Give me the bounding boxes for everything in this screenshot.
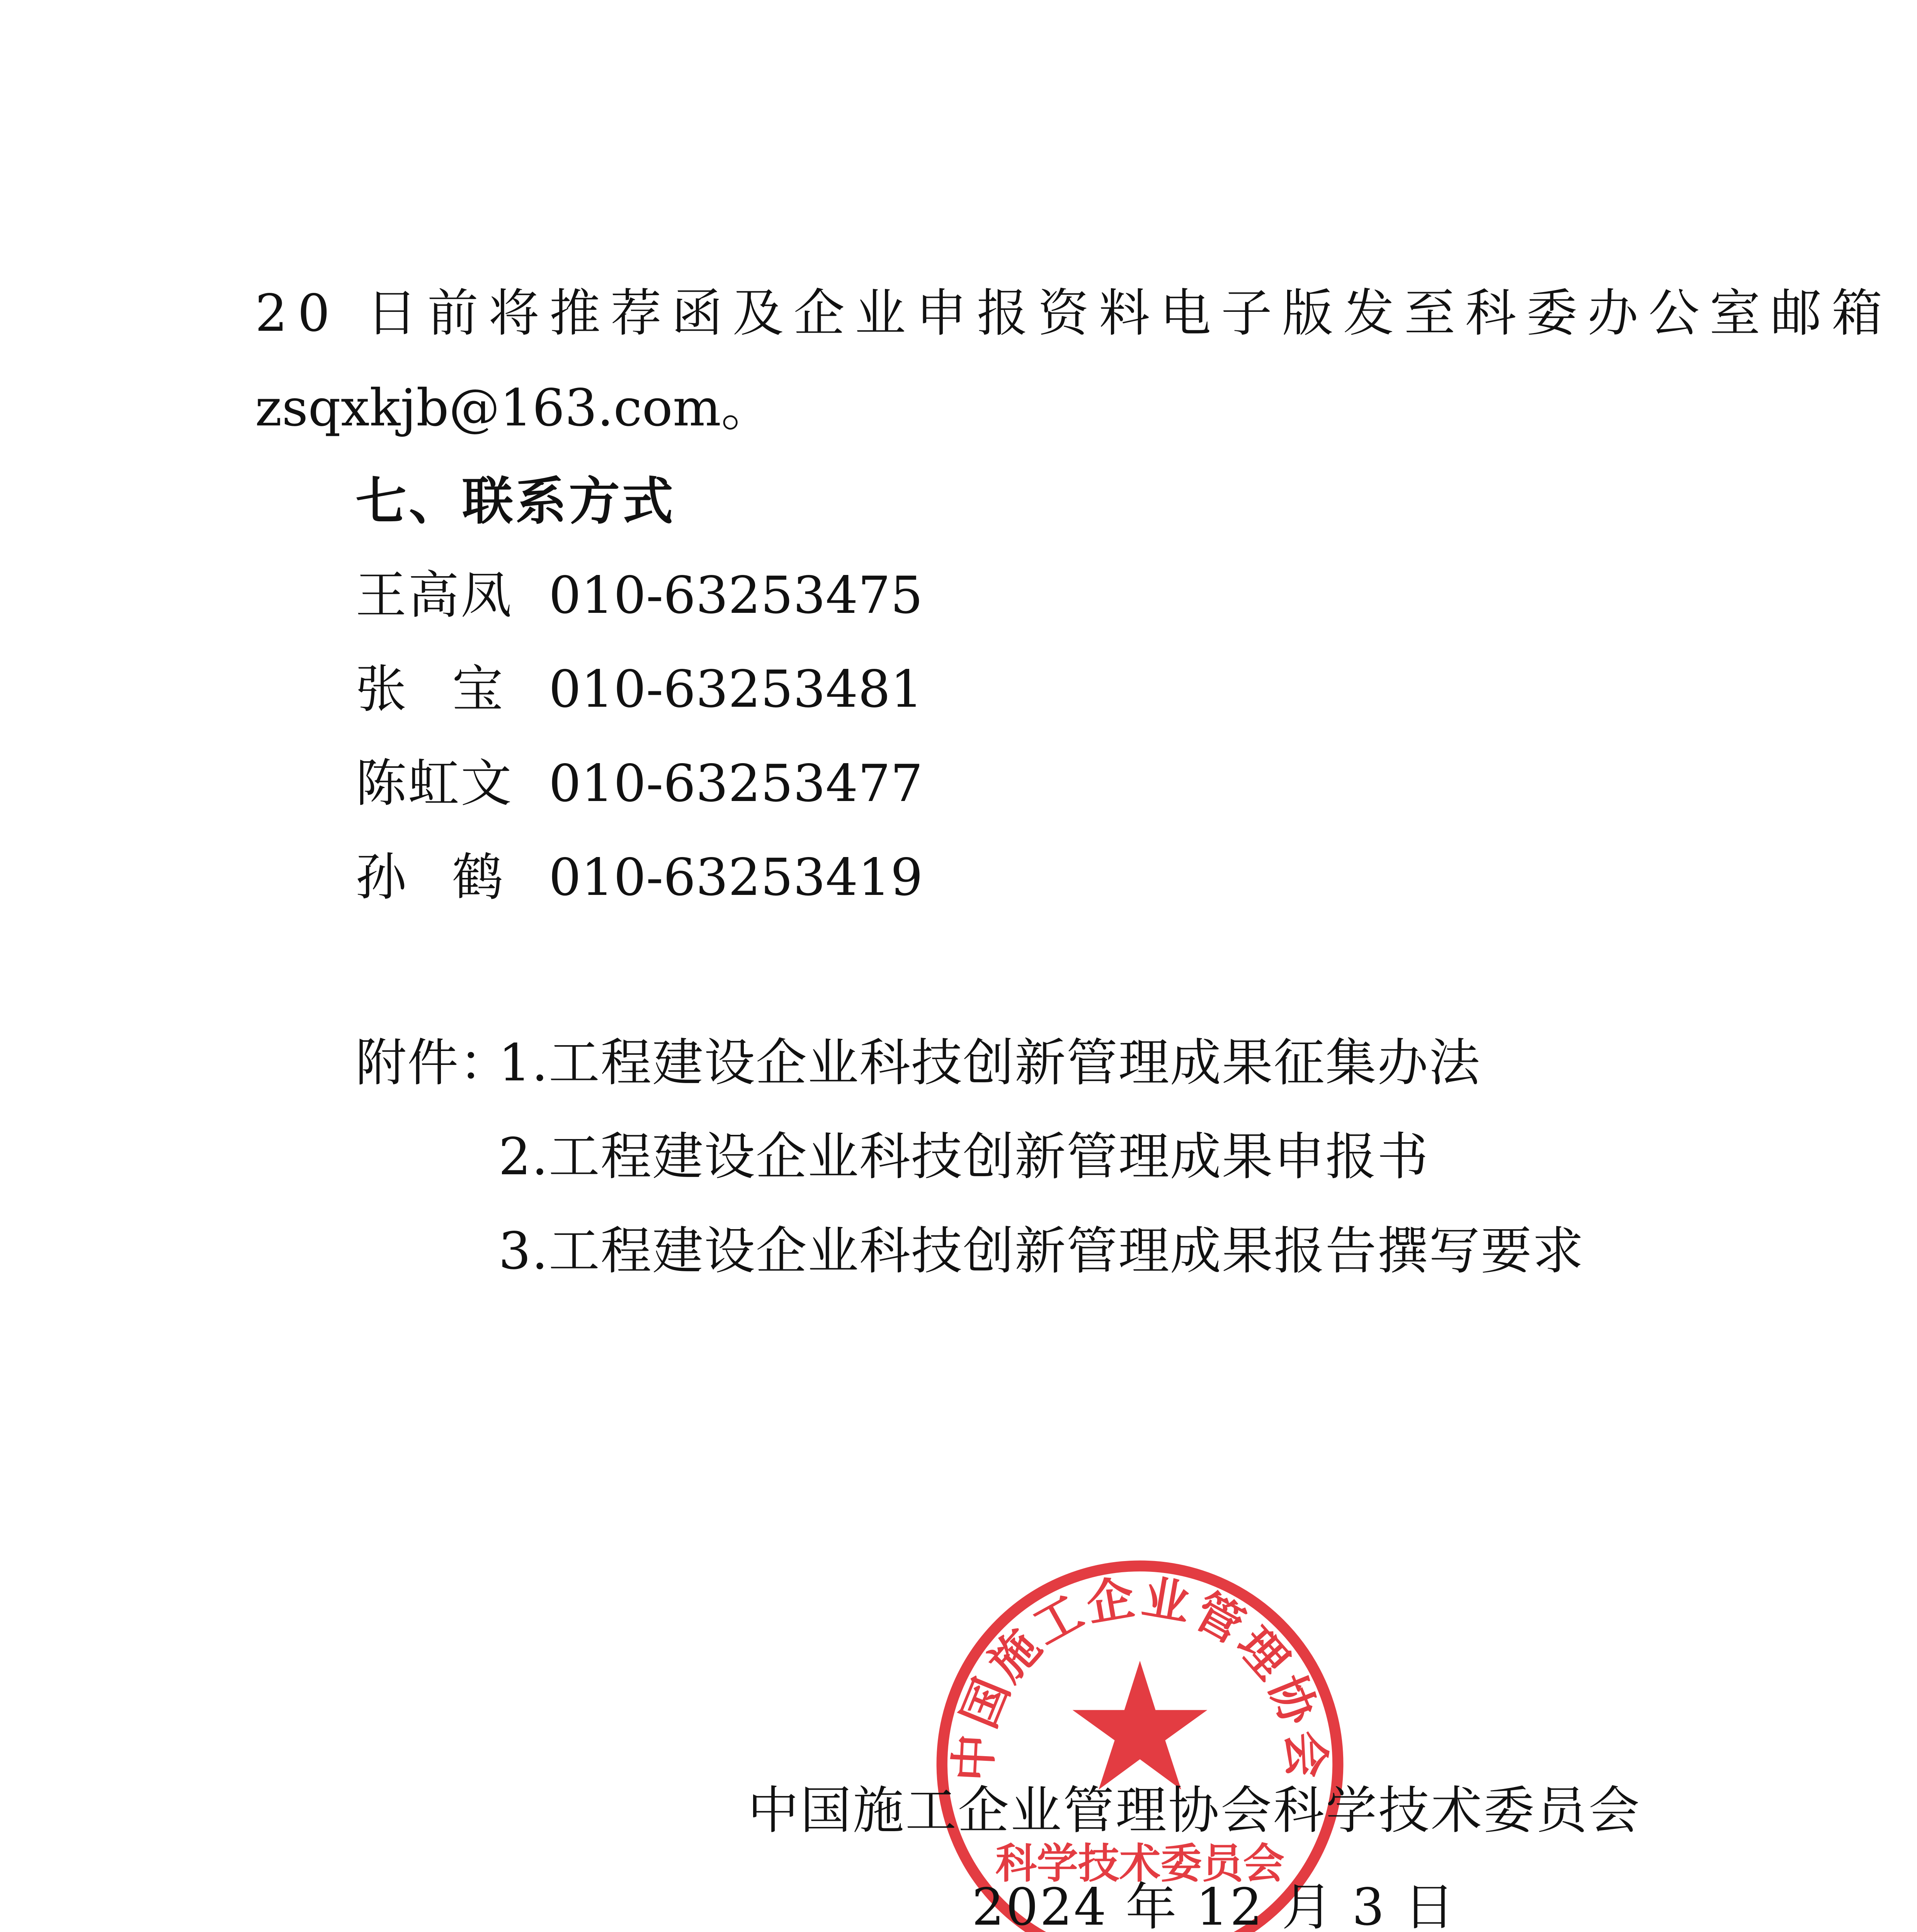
- body-paragraph-line-1: 20 日前将推荐函及企业申报资料电子版发至科委办公室邮箱: [255, 284, 1893, 343]
- seal-outer-text: 中国施工企业管理协会: [946, 1569, 1334, 1783]
- contact-name-char: 鹤: [452, 848, 503, 907]
- official-seal: [929, 1553, 1351, 1932]
- contact-name-char: 张: [356, 660, 407, 719]
- attachment-item: 1.工程建设企业科技创新管理成果征集办法: [498, 1033, 1481, 1093]
- contact-name: [356, 848, 549, 907]
- contact-row: [356, 566, 923, 625]
- contact-phone: 010-63253477: [549, 754, 923, 813]
- contact-row: [356, 754, 923, 813]
- contact-name: 陈虹文: [356, 754, 513, 813]
- contact-row: [356, 660, 923, 719]
- seal-inner-text: 科学技术委员会: [995, 1840, 1284, 1888]
- contact-name: 王高凤: [356, 566, 513, 625]
- contact-phone: 010-63253475: [549, 566, 923, 625]
- section-heading-contacts: 七、联系方式: [356, 472, 675, 531]
- contact-name-char: 宝: [452, 660, 503, 719]
- contact-name-char: 孙: [356, 848, 407, 907]
- contact-phone: 010-63253481: [549, 660, 923, 719]
- contact-phone: 010-63253419: [549, 848, 923, 907]
- signature-date: 2024 年 12 月 3 日: [972, 1878, 1456, 1932]
- signature-organization: 中国施工企业管理协会科学技术委员会: [748, 1781, 1641, 1840]
- attachment-item: 3.工程建设企业科技创新管理成果报告撰写要求: [498, 1221, 1584, 1281]
- attachment-item: 2.工程建设企业科技创新管理成果申报书: [498, 1127, 1429, 1187]
- attachments-label: 附件：: [356, 1033, 511, 1093]
- contact-row: [356, 848, 923, 907]
- contact-name: [356, 660, 549, 719]
- star-icon: [1073, 1661, 1208, 1790]
- body-paragraph-line-2: zsqxkjb@163.com。: [255, 378, 772, 438]
